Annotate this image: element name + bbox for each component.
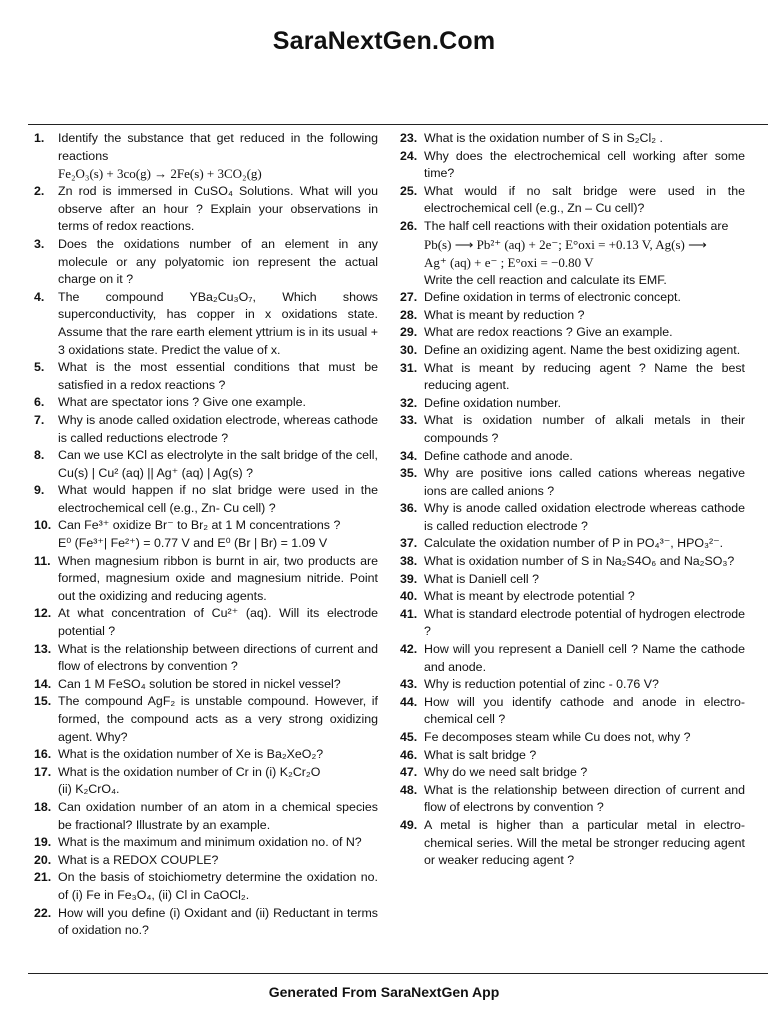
question-text: What is the oxidation number of Xe is Ba₂XeO₂? — [58, 747, 324, 762]
question-text: What is oxidation number of S in Na₂S4O₆ and Na₂SO₃? — [424, 554, 735, 569]
question-item — [34, 183, 378, 236]
question-text: What are redox reactions ? Give an example. — [424, 325, 673, 340]
question-item — [400, 641, 745, 676]
question-number: 15. — [34, 694, 52, 709]
question-body — [424, 817, 745, 870]
question-body — [424, 747, 745, 765]
question-body — [424, 148, 745, 183]
question-number: 38. — [400, 554, 418, 569]
question-text: Fe decomposes steam while Cu does not, why ? — [424, 730, 691, 744]
question-body — [58, 641, 378, 676]
question-body — [58, 394, 378, 412]
question-item — [34, 517, 378, 552]
question-body — [424, 130, 745, 148]
question-item — [34, 482, 378, 517]
question-number: 32. — [400, 395, 418, 410]
question-item — [400, 148, 745, 183]
question-item — [400, 324, 745, 342]
question-text: Calculate the oxidation number of P in PO₄³⁻, HPO₃²⁻. — [424, 536, 724, 551]
question-item — [400, 764, 745, 782]
question-item — [34, 641, 378, 676]
question-number: 23. — [400, 131, 418, 145]
question-text: What is Daniell cell ? — [424, 571, 540, 586]
question-text: How will you identify cathode and anode in electro-chemical cell ? — [424, 694, 745, 727]
question-item — [400, 218, 745, 289]
footer-text: Generated From SaraNextGen App — [268, 984, 500, 1000]
question-text: What is the maximum and minimum oxidation no. of N? — [58, 835, 362, 850]
question-text: Define an oxidizing agent. Name the best oxidizing agent. — [424, 342, 741, 357]
question-body — [424, 218, 745, 289]
question-item — [400, 817, 745, 870]
question-body — [424, 448, 745, 466]
question-number: 13. — [34, 641, 52, 656]
question-text: When magnesium ribbon is burnt in air, two products are formed, magnesium oxide and magnesium nitride. Point out the oxidizing and reducing agents. — [58, 553, 378, 603]
question-number: 17. — [34, 764, 52, 779]
question-text: What is the most essential conditions that must be satisfied in a redox reactions ? — [58, 360, 378, 392]
question-number: 8. — [34, 448, 45, 463]
question-item — [34, 799, 378, 834]
question-text: Can Fe³⁺ oxidize Br⁻ to Br₂ at 1 M concentrations ? — [58, 518, 341, 533]
question-body — [58, 852, 378, 870]
question-body — [424, 606, 745, 641]
question-body — [424, 183, 745, 218]
question-item — [400, 588, 745, 606]
question-number: 44. — [400, 694, 418, 709]
question-number: 39. — [400, 571, 418, 586]
question-item — [400, 183, 745, 218]
question-item — [34, 605, 378, 640]
question-item — [400, 747, 745, 765]
question-body — [424, 465, 745, 500]
question-text: Why do we need salt bridge ? — [424, 765, 588, 780]
question-body — [424, 641, 745, 676]
top-divider — [28, 124, 768, 125]
question-body — [58, 447, 378, 482]
question-body — [424, 676, 745, 694]
question-number: 19. — [34, 835, 52, 850]
equation: Pb(s) ⟶ Pb²⁺ (aq) + 2e⁻; E°oxi = +0.13 V, Ag(s) ⟶ — [424, 236, 707, 252]
question-body — [58, 746, 378, 764]
question-item — [400, 535, 745, 553]
question-text: What is the oxidation number of Cr in (i) K₂Cr₂O — [58, 764, 321, 779]
question-item — [34, 394, 378, 412]
question-body — [58, 183, 378, 236]
question-text: Can we use KCl as electrolyte in the salt bridge of the cell, Cu(s) | Cu² (aq) || Ag⁺ (aq) | Ag(s) ? — [58, 448, 378, 480]
question-text: Zn rod is immersed in CuSO₄ Solutions. What will you observe after an hour ? Explain your observations in terms of redox reactions. — [58, 184, 378, 234]
question-item — [400, 360, 745, 395]
question-body — [58, 834, 378, 852]
equation: Fe₂O₃(s) + 3co(g) → 2Fe(s) + 3CO₂(g) — [58, 166, 262, 182]
question-number: 24. — [400, 148, 418, 163]
question-item — [400, 448, 745, 466]
question-body — [424, 535, 745, 553]
question-item — [400, 307, 745, 325]
question-item — [34, 289, 378, 359]
question-body — [58, 517, 378, 552]
question-item — [34, 130, 378, 183]
question-number: 1. — [34, 131, 45, 145]
question-number: 34. — [400, 448, 418, 463]
question-body — [424, 412, 745, 447]
question-item — [400, 729, 745, 747]
question-number: 47. — [400, 765, 418, 780]
question-number: 26. — [400, 218, 418, 233]
site-title: SaraNextGen.Com — [272, 27, 496, 55]
question-text: What is the relationship between directions of current and flow of electrons by convention ? — [58, 641, 378, 674]
question-text: What are spectator ions ? Give one example. — [58, 395, 306, 410]
question-text: What would happen if no slat bridge were used in the electrochemical cell (e.g., Zn- Cu cell) ? — [58, 483, 378, 515]
question-number: 37. — [400, 536, 418, 551]
question-number: 28. — [400, 307, 418, 322]
question-number: 43. — [400, 677, 418, 692]
question-body — [424, 500, 745, 535]
question-continuation: Write the cell reaction and calculate its EMF. — [424, 272, 667, 287]
question-text: Does the oxidations number of an element in any molecule or any polyatomic ion represent the actual charge on it ? — [58, 236, 378, 287]
question-number: 4. — [34, 289, 45, 304]
question-text: Define oxidation number. — [424, 395, 562, 410]
question-body — [424, 360, 745, 395]
question-body — [58, 236, 378, 289]
question-item — [400, 553, 745, 571]
question-item — [400, 412, 745, 447]
question-number: 20. — [34, 852, 52, 867]
question-text: The compound YBa₂Cu₃O₇, Which shows superconductivity, has copper in x oxidations state. Assume that the rare earth element yttrium is in its usual + 3 oxidations state. Predict the value of x. — [58, 289, 378, 357]
question-text: What is oxidation number of alkali metals in their compounds ? — [424, 413, 745, 445]
question-number: 2. — [34, 184, 45, 199]
question-number: 18. — [34, 799, 52, 814]
question-number: 25. — [400, 183, 418, 198]
question-number: 7. — [34, 412, 45, 427]
question-item — [400, 694, 745, 729]
question-body — [58, 869, 378, 904]
question-text: Identify the substance that get reduced in the following reactions — [58, 131, 378, 163]
question-number: 46. — [400, 747, 418, 762]
question-text: The compound AgF₂ is unstable compound. However, if formed, the compound acts as a very strong oxidizing agent. Why? — [58, 694, 378, 744]
question-body — [58, 482, 378, 517]
question-item — [400, 571, 745, 589]
question-item — [34, 693, 378, 746]
question-body — [58, 799, 378, 834]
question-text: Why are positive ions called cations whereas negative ions are called anions ? — [424, 466, 745, 498]
question-number: 36. — [400, 501, 418, 516]
question-body — [58, 359, 378, 394]
question-text: On the basis of stoichiometry determine the oxidation no. of (i) Fe in Fe₃O₄, (ii) Cl in CaOCl₂. — [58, 870, 378, 902]
question-body — [58, 693, 378, 746]
question-number: 11. — [34, 553, 51, 568]
question-item — [34, 905, 378, 940]
question-text: How will you define (i) Oxidant and (ii) Reductant in terms of oxidation no.? — [58, 905, 378, 938]
question-item — [400, 782, 745, 817]
question-body — [424, 307, 745, 325]
question-number: 45. — [400, 730, 418, 744]
question-item — [34, 412, 378, 447]
question-item — [400, 606, 745, 641]
question-item — [400, 130, 745, 148]
question-number: 16. — [34, 747, 52, 762]
question-continuation: E⁰ (Fe³⁺| Fe²⁺) = 0.77 V and E⁰ (Br | Br) = 1.09 V — [58, 536, 328, 551]
question-item — [34, 869, 378, 904]
equation: Ag⁺ (aq) + e⁻ ; E°oxi = −0.80 V — [424, 254, 594, 270]
question-number: 30. — [400, 342, 418, 357]
question-number: 5. — [34, 360, 45, 375]
question-item — [400, 395, 745, 413]
question-text: What is a REDOX COUPLE? — [58, 852, 219, 867]
question-text: Define cathode and anode. — [424, 448, 573, 463]
question-number: 21. — [34, 870, 52, 885]
question-item — [400, 500, 745, 535]
question-number: 42. — [400, 642, 418, 657]
bottom-divider — [28, 973, 768, 974]
question-text: Can oxidation number of an atom in a chemical species be fractional? Illustrate by an example. — [58, 799, 378, 832]
question-item — [34, 834, 378, 852]
question-text: How will you represent a Daniell cell ? Name the cathode and anode. — [424, 642, 745, 674]
question-text: A metal is higher than a particular metal in electro-chemical series. Will the metal be stronger reducing agent or weaker reducing agent ? — [424, 817, 745, 868]
question-number: 27. — [400, 290, 418, 305]
question-body — [424, 289, 745, 307]
question-number: 41. — [400, 606, 418, 621]
question-item — [34, 676, 378, 694]
question-item — [400, 342, 745, 360]
question-body — [58, 553, 378, 606]
question-number: 49. — [400, 817, 418, 832]
question-number: 12. — [34, 606, 52, 621]
question-item — [400, 676, 745, 694]
question-text: Why is anode called oxidation electrode whereas cathode is called reduction electrode ? — [424, 501, 745, 533]
question-body — [424, 782, 745, 817]
question-number: 33. — [400, 413, 418, 428]
question-number: 6. — [34, 395, 45, 410]
question-body — [424, 694, 745, 729]
question-text: At what concentration of Cu²⁺ (aq). Will its electrode potential ? — [58, 606, 378, 639]
question-number: 35. — [400, 466, 418, 481]
question-item — [400, 465, 745, 500]
question-number: 31. — [400, 360, 418, 375]
question-text: What is standard electrode potential of hydrogen electrode ? — [424, 606, 745, 639]
question-item — [34, 553, 378, 606]
question-number: 14. — [34, 676, 52, 691]
question-text: What is the relationship between direction of current and flow of electrons by convention ? — [424, 782, 745, 815]
question-item — [34, 852, 378, 870]
question-item — [400, 289, 745, 307]
question-text: What is meant by reducing agent ? Name the best reducing agent. — [424, 360, 745, 393]
question-body — [58, 412, 378, 447]
question-body — [58, 130, 378, 183]
question-body — [58, 289, 378, 359]
question-body — [58, 764, 378, 799]
question-number: 29. — [400, 325, 418, 340]
question-body — [424, 553, 745, 571]
question-text: Why is reduction potential of zinc - 0.76 V? — [424, 677, 659, 692]
question-item — [34, 236, 378, 289]
question-text: Why does the electrochemical cell working after some time? — [424, 148, 745, 181]
question-text: What is meant by electrode potential ? — [424, 589, 635, 604]
question-body — [424, 588, 745, 606]
question-item — [34, 764, 378, 799]
question-text: Can 1 M FeSO₄ solution be stored in nickel vessel? — [58, 676, 341, 691]
right-question-column — [400, 130, 745, 870]
question-number: 40. — [400, 589, 418, 604]
question-body — [424, 729, 745, 747]
question-item — [34, 447, 378, 482]
question-text: Define oxidation in terms of electronic concept. — [424, 290, 681, 305]
question-text: Why is anode called oxidation electrode, whereas cathode is called reductions electrode ? — [58, 412, 378, 445]
question-body — [58, 676, 378, 694]
question-number: 22. — [34, 905, 52, 920]
question-text: What is the oxidation number of S in S₂Cl₂ . — [424, 131, 663, 145]
question-continuation: (ii) K₂CrO₄. — [58, 782, 120, 797]
question-number: 48. — [400, 782, 418, 797]
question-number: 10. — [34, 518, 52, 533]
question-number: 9. — [34, 483, 45, 498]
left-question-column — [34, 130, 378, 940]
question-body — [424, 571, 745, 589]
question-number: 3. — [34, 236, 45, 251]
question-item — [34, 746, 378, 764]
question-body — [424, 764, 745, 782]
question-text: The half cell reactions with their oxidation potentials are — [424, 218, 729, 233]
question-text: What would if no salt bridge were used in the electrochemical cell (e.g., Zn – Cu cell)? — [424, 183, 745, 216]
question-body — [58, 605, 378, 640]
question-body — [424, 324, 745, 342]
question-body — [424, 395, 745, 413]
question-body — [424, 342, 745, 360]
question-body — [58, 905, 378, 940]
question-text: What is salt bridge ? — [424, 747, 537, 762]
question-text: What is meant by reduction ? — [424, 307, 585, 322]
question-item — [34, 359, 378, 394]
